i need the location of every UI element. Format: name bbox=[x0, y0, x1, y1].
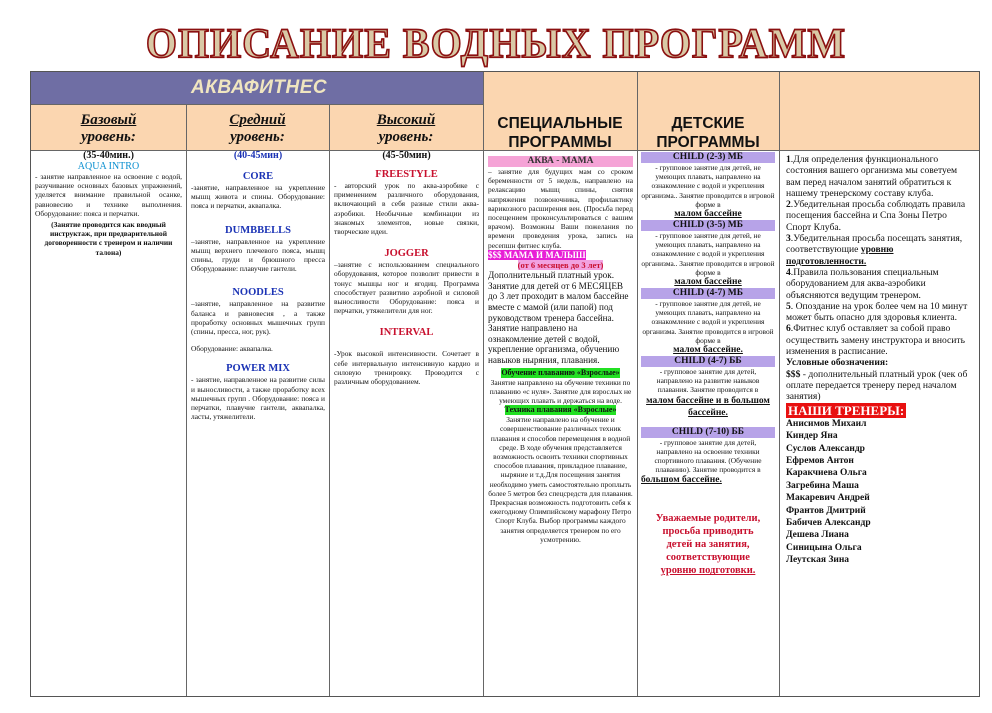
child-3-5-desc: - групповое занятие для детей, не умеющих плавать, направлено на ознакомление с водой и укрепления организма.. Занятие проводится в игровой форме в bbox=[641, 231, 775, 277]
rule-6: 6.Фитнес клуб оставляет за собой право осуществить замену инструктора и вносить изменения в расписание. bbox=[786, 323, 965, 358]
jogger-desc: –занятие с использованием специального оборудования, которое позволит привести в тонус мышцы ног и ягодиц. Программа способствует развитию аэробной и силовой выносливости Оборудование: пояса и перчатки, утяжелители для ног. bbox=[334, 260, 479, 316]
rule-1: 1.Для определения функционального состояния вашего организма мы советуем вам перед началом занятий обратиться к нашему тренерскому составу клуба. bbox=[786, 154, 958, 199]
rule-5: 5. Опоздание на урок более чем на 10 минут может быть опасно для здоровья клиента. bbox=[786, 300, 968, 324]
rule-2: 2.Убедительная просьба соблюдать правила посещения бассейна и Спа Зоны Петро Спорт Клуба. bbox=[786, 199, 966, 233]
child-4-7-mb-place: малом бассейне. bbox=[673, 345, 743, 356]
special-column bbox=[488, 156, 633, 544]
trainer-name: Бабичев Александр bbox=[786, 518, 871, 529]
middle-column bbox=[191, 150, 325, 421]
trainer-name: Киндер Яна bbox=[786, 431, 838, 442]
trainer-name: Франтов Дмитрий bbox=[786, 505, 866, 516]
high-level-header: Высокий уровень: bbox=[376, 112, 436, 145]
mama-baby-age: (от 6 месяцев до 3 лет) bbox=[517, 260, 604, 271]
aqua-intro-desc: - занятие направленное на освоение с водой, разучивание основных базовых упражнений, уделяется внимание правильной осанке, равновесию и технике выполнения. Оборудование: пояса и перчатки. bbox=[35, 172, 182, 218]
basic-time: (35-40мин.) bbox=[83, 150, 134, 161]
child-7-10-desc: - групповое занятие для детей, направлено на освоение техники спортивного плавания. (Обучение плаванию). Занятие проводится в bbox=[654, 437, 762, 475]
high-time: (45-50мин) bbox=[382, 150, 431, 161]
trainer-name: Загребина Маша bbox=[786, 480, 859, 491]
trainer-name: Дешева Лиана bbox=[786, 530, 849, 541]
dumbbells-title: DUMBBELLS bbox=[225, 224, 291, 236]
child-7-10-title: CHILD (7-10) ББ bbox=[641, 427, 775, 438]
middle-time: (40-45мин) bbox=[233, 150, 283, 161]
noodles-equipment: Оборудование: аквапалка. bbox=[191, 344, 273, 354]
powermix-desc: - занятие, направленное на развитие силы и выносливости, а также проработку всех мышечных групп . Оборудование: пояса и перчатки, плавучие гантели, аквапалка, ласты, утяжелители. bbox=[191, 375, 325, 422]
rule-4: 4.Правила пользования специальным оборудованием для аква-аэробики объясняются ведущим тренером. bbox=[786, 266, 939, 301]
child-4-7-mb-title: CHILD (4-7) МБ bbox=[641, 288, 775, 299]
mama-baby-title: $$$ МАМА И МАЛЫШ bbox=[488, 249, 586, 260]
trainer-name: Леутская Зина bbox=[786, 555, 850, 566]
child-2-3-title: CHILD (2-3) МБ bbox=[641, 152, 775, 163]
kids-programs-header: ДЕТСКИЕ ПРОГРАММЫ bbox=[656, 115, 760, 151]
child-4-7-bb-place: малом бассейне и в большом бассейне. bbox=[646, 395, 770, 418]
child-2-3-desc: - групповое занятие для детей, не умеющих плавать, направлено на ознакомление с водой и укрепления организма.. Занятие проводится в игровой форме в bbox=[641, 163, 775, 209]
programs-table bbox=[30, 71, 980, 697]
kids-column bbox=[641, 152, 775, 577]
child-3-5-place: малом бассейне bbox=[674, 277, 742, 288]
akva-mama-desc: – занятие для будущих мам со сроком беременности от 5 недель, направлено на релаксацию мышц спины, снятия напряжения позвоночника, профилактику варикозного расширения вен. (Просьба перед посещением проконсультироваться с вашим врачом). Возможны Ваши пожелания по времени проведения урока, запись на ресепшн фитнес клуба. bbox=[488, 167, 633, 250]
trainer-name: Каракчиева Ольга bbox=[786, 468, 867, 479]
learn-swim-title: Обучение плаванию «Взрослые» bbox=[501, 367, 620, 377]
legend: $$$ - дополнительный платный урок (чек об оплате передается тренеру перед началом занятия) bbox=[786, 368, 968, 403]
col-divider bbox=[186, 104, 187, 696]
page-title: ОПИСАНИЕ ВОДНЫХ ПРОГРАММ bbox=[145, 19, 847, 68]
powermix-title: POWER MIX bbox=[226, 363, 290, 375]
trainer-name: Анисимов Михаил bbox=[786, 418, 867, 429]
child-3-5-title: CHILD (3-5) МБ bbox=[641, 220, 775, 231]
freestyle-desc: - авторский урок по аква-аэробике с применением различного оборудования, включающий в себя разные стили аква-аэробики. Необычные комбинации из знакомых элементов, новые связки, творческие идеи. bbox=[334, 181, 479, 237]
aqua-intro-title: AQUA INTRO bbox=[77, 161, 140, 172]
child-4-7-mb-desc: - групповое занятие для детей, не умеющих плавать, направлено на ознакомление с водой и укрепления организма. Занятие проводится в игровой форме в bbox=[642, 299, 774, 345]
learn-swim-desc: Занятие направлено на обучение техники по плаванию «с нуля». Занятие для взрослых не умеющих плавать и держаться на воде. bbox=[489, 377, 632, 405]
special-programs-header: СПЕЦИАЛЬНЫЕ ПРОГРАММЫ bbox=[497, 115, 623, 151]
noodles-desc: –занятие, направленное на развитие баланса и равновесия , а также проработку основных мышечных групп (спины, пресса, ног, рук). bbox=[191, 299, 325, 337]
trainers-list bbox=[786, 418, 974, 567]
trainer-name: Синицына Ольга bbox=[786, 542, 862, 553]
freestyle-title: FREESTYLE bbox=[375, 169, 438, 180]
core-title: CORE bbox=[242, 171, 274, 182]
col-divider bbox=[779, 72, 780, 696]
trainer-name: Макаревич Андрей bbox=[786, 493, 870, 504]
jogger-title: JOGGER bbox=[384, 248, 429, 260]
rules-header-bg bbox=[779, 72, 979, 150]
legend-title: Условные обозначения: bbox=[786, 357, 889, 369]
middle-level-header: Средний уровень: bbox=[229, 112, 286, 145]
dumbbells-desc: –занятие, направленное на укрепление мышц верхнего плечевого пояса, мышц спины, груди и брюшного пресса Оборудование: плавучие гантели. bbox=[191, 236, 325, 274]
basic-level-header: Базовый уровень: bbox=[80, 112, 137, 145]
child-4-7-bb-desc: - групповое занятие для детей, направлено на развитие навыков плавания. Занятие проводится в bbox=[656, 367, 760, 395]
high-column bbox=[334, 150, 479, 386]
child-7-10-place: большом бассейне. bbox=[641, 475, 722, 486]
trainer-name: Суслов Александр bbox=[786, 443, 865, 454]
core-desc: -занятие, направленное на укрепление мышц живота и спины. Оборудование: пояса и перчатки, аквапалка. bbox=[191, 183, 325, 211]
interval-title: INTERVAL bbox=[379, 327, 434, 339]
child-4-7-bb-title: CHILD (4-7) ББ bbox=[641, 356, 775, 367]
aqua-divider bbox=[31, 104, 483, 105]
parents-appeal: Уважаемые родители, просьба приводить детей на занятия, соответствующие уровню подготовки. bbox=[655, 513, 761, 577]
rule-3: 3.Убедительная просьба посещать занятия, соответствующие уровню подготовленности. bbox=[786, 233, 963, 267]
trainers-title: НАШИ ТРЕНЕРЫ: bbox=[788, 402, 905, 418]
mama-baby-desc: Дополнительный платный урок. Занятие для детей от 6 МЕСЯЦЕВ до 3 лет проходит в малом бассейне вместе с мамой (или папой) под руководством тренера бассейна. Занятие направлено на ознакомление детей с водой, укрепление организма, обучению навыков ныряния, плавания. bbox=[488, 270, 629, 365]
akva-mama-title: АКВА - МАМА bbox=[488, 156, 633, 167]
interval-desc: -Урок высокой интенсивности. Сочетает в себе интервальную интенсивную кардио и силовую тренировку. Проводится с различным оборудованием. bbox=[334, 349, 479, 387]
swim-technique-title: Техника плавания «Взрослые» bbox=[504, 405, 617, 415]
col-divider bbox=[329, 104, 330, 696]
col-divider bbox=[637, 72, 638, 696]
aqua-intro-note: (Занятие проводится как вводный инструктаж, при предварительной договоренности с тренером и наличии талона) bbox=[44, 220, 173, 257]
child-2-3-place: малом бассейне bbox=[674, 209, 742, 220]
col-divider bbox=[483, 72, 484, 696]
trainer-name: Ефремов Антон bbox=[786, 456, 854, 467]
basic-column bbox=[35, 150, 182, 257]
aquafitness-header: АКВАФИТНЕС bbox=[31, 72, 483, 104]
swim-technique-desc: Занятие направлено на обучение и совершенствование различных техник плавания и способов перемещения в водной среде. В ходе обучения представляется возможность освоить техники спортивных способов плавания, прикладное плавание, ныряние и т.д.Для посещения занятия необходимо уметь самостоятельно проплыть более 5 метров без спецсредств для плавания. Прекрасная возможность подготовить себя к ежегодному Олимпийскому марафону Петро Спорт Клуба. Выбор программы каждого занятия определяется тренером по его усмотрению. bbox=[488, 415, 633, 544]
noodles-title: NOODLES bbox=[232, 287, 284, 299]
rules-column bbox=[786, 154, 974, 567]
